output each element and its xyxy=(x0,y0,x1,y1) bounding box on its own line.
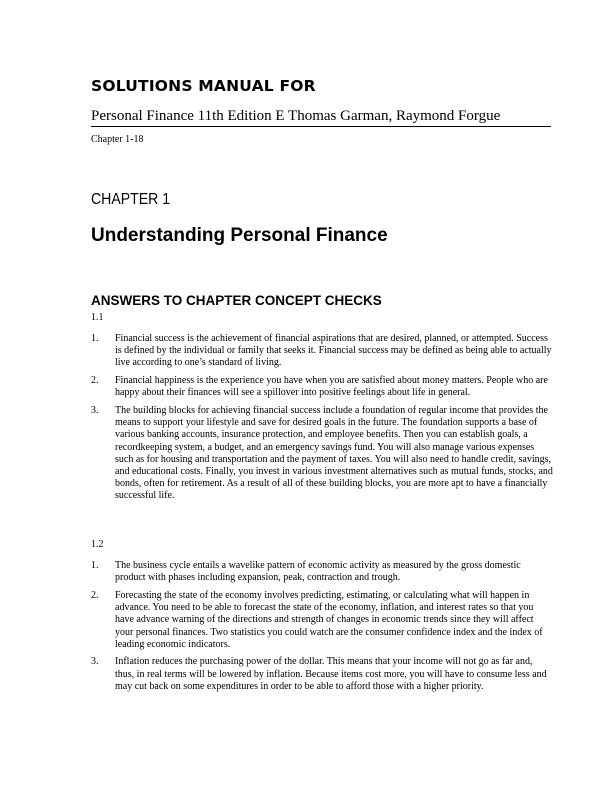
list-item xyxy=(91,405,553,503)
subsection-label xyxy=(91,539,104,551)
item-number: 3. xyxy=(91,405,99,417)
item-number: 1. xyxy=(91,333,99,344)
chapter-range: Chapter 1-18 xyxy=(91,134,144,145)
subsection-1-1-label: 1.1 xyxy=(91,312,104,323)
question-list xyxy=(91,333,553,508)
subsection-1-2-label: 1.2 xyxy=(91,539,104,550)
manual-title: SOLUTIONS MANUAL FOR xyxy=(91,77,316,95)
title-divider xyxy=(91,126,551,127)
list-item xyxy=(91,656,553,693)
item-text: The business cycle entails a wavelike pattern of economic activity as measured by the gross domestic product with phases including expansion, peak, contraction and trough. xyxy=(115,560,521,584)
section-heading: ANSWERS TO CHAPTER CONCEPT CHECKS xyxy=(91,293,382,308)
list-item xyxy=(91,375,553,399)
item-text: Financial success is the achievement of financial aspirations that are desired, planned, or attempted. Success is defined by the individual or family that seeks it. Financial success may be defined as being able to actually live according to one’s standard of living. xyxy=(115,333,552,369)
item-text: The building blocks for achieving financial success include a foundation of regular income that provides the means to support your lifestyle and save for desired goals in the future. The foundation supports a base of various banking accounts, insurance protection, and employee benefits. Then you can establish goals, a recordkeeping system, a budget, and an emergency savings fund. You will also manage various expenses such as for housing and transportation and the payment of taxes. You will also need to handle credit, savings, and educational costs. Finally, you invest in various investment alternatives such as mutual funds, stocks, and bonds, often for retirement. As a result of all of these building blocks, you are more apt to have a financially successful life. xyxy=(115,405,553,502)
list-item xyxy=(91,333,553,370)
list-item xyxy=(91,590,553,651)
item-text: Forecasting the state of the economy involves predicting, estimating, or calculating what will happen in advance. You need to be able to forecast the state of the economy, inflation, and interest rates so that you have advance warning of the directions and strength of changes in economic trends since they will affect your personal finances. Two statistics you could watch are the consumer confidence index and the index of leading economic indicators. xyxy=(115,589,543,650)
question-list xyxy=(91,560,553,699)
chapter-label: CHAPTER 1 xyxy=(91,191,171,208)
item-number: 3. xyxy=(91,656,99,668)
subsection-label xyxy=(91,312,104,324)
list-item xyxy=(91,560,553,584)
item-text: Inflation reduces the purchasing power of the dollar. This means that your income will not go as far and, thus, in real terms will be lowered by inflation. Because items cost more, you will have to consume less and may cut back on some expenditures in order to be able to afford those with a higher priority. xyxy=(115,656,547,692)
book-subtitle: Personal Finance 11th Edition E Thomas Garman, Raymond Forgue xyxy=(91,108,501,124)
item-number: 1. xyxy=(91,560,99,571)
chapter-title: Understanding Personal Finance xyxy=(91,225,388,246)
item-number: 2. xyxy=(91,375,99,387)
item-number: 2. xyxy=(91,589,99,601)
item-text: Financial happiness is the experience you have when you are satisfied about money matters. People who are happy about their finances will see a spillover into positive feelings about life in general. xyxy=(115,375,548,399)
